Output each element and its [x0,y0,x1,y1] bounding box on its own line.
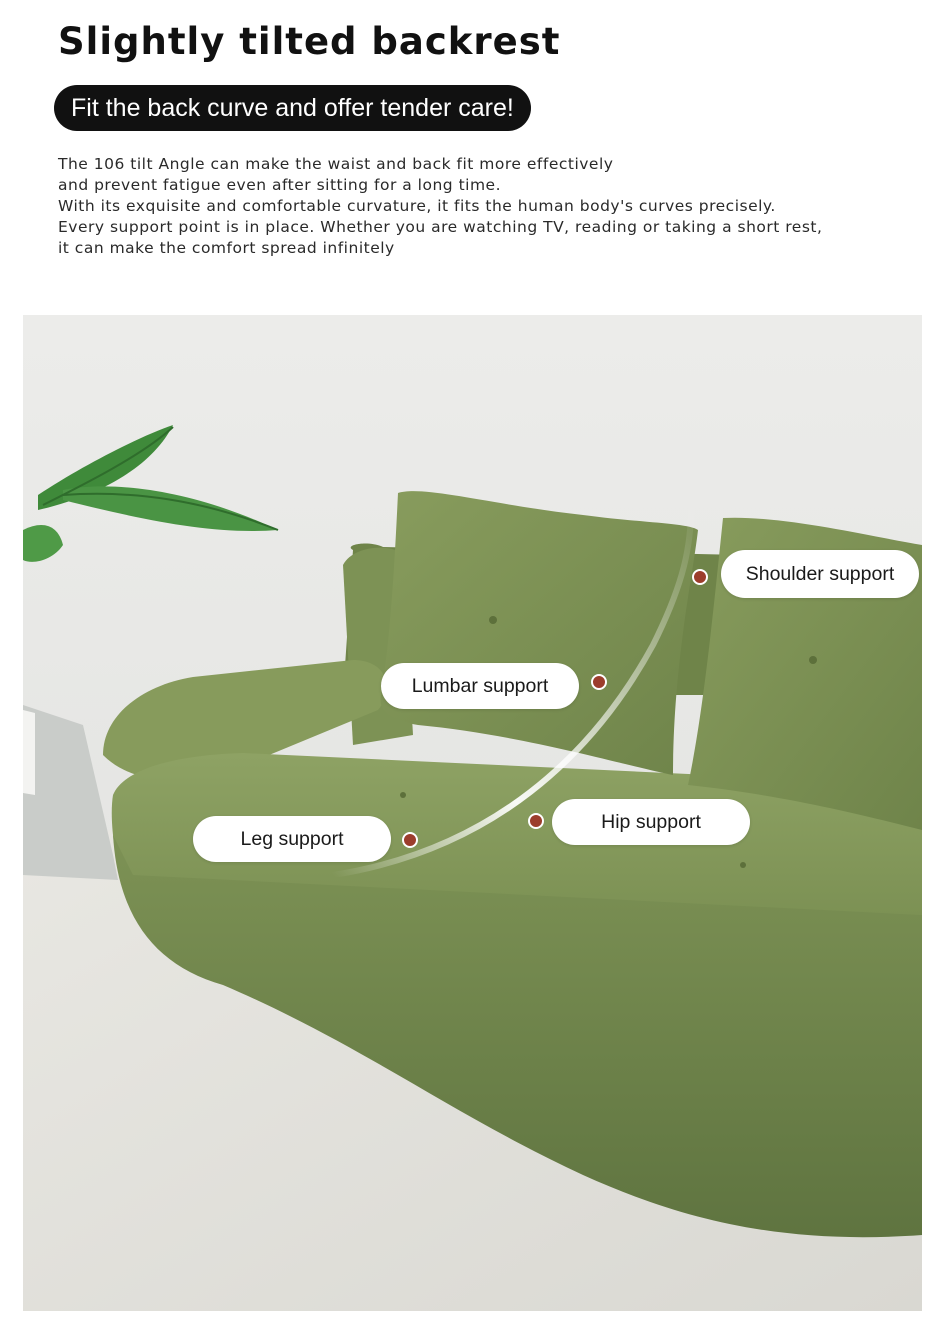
marker-shoulder [692,569,708,585]
tagline-badge: Fit the back curve and offer tender care! [54,85,531,131]
description-line: With its exquisite and comfortable curvature, it fits the human body's curves precisely. [58,197,776,215]
description-line: and prevent fatigue even after sitting for a long time. [58,176,502,194]
callout-lumbar-support: Lumbar support [381,663,579,709]
description [58,154,918,259]
marker-leg [402,832,418,848]
description-line: Every support point is in place. Whether you are watching TV, reading or taking a short rest, [58,218,823,236]
sofa-photo [23,315,922,1311]
callout-hip-support: Hip support [552,799,750,845]
marker-hip [528,813,544,829]
page-title: Slightly tilted backrest [58,20,561,63]
marker-lumbar [591,674,607,690]
sofa-illustration [23,315,922,1311]
callout-shoulder-support: Shoulder support [721,550,919,598]
callout-leg-support: Leg support [193,816,391,862]
description-line: The 106 tilt Angle can make the waist and back fit more effectively [58,155,614,173]
description-line: it can make the comfort spread infinitely [58,239,395,257]
